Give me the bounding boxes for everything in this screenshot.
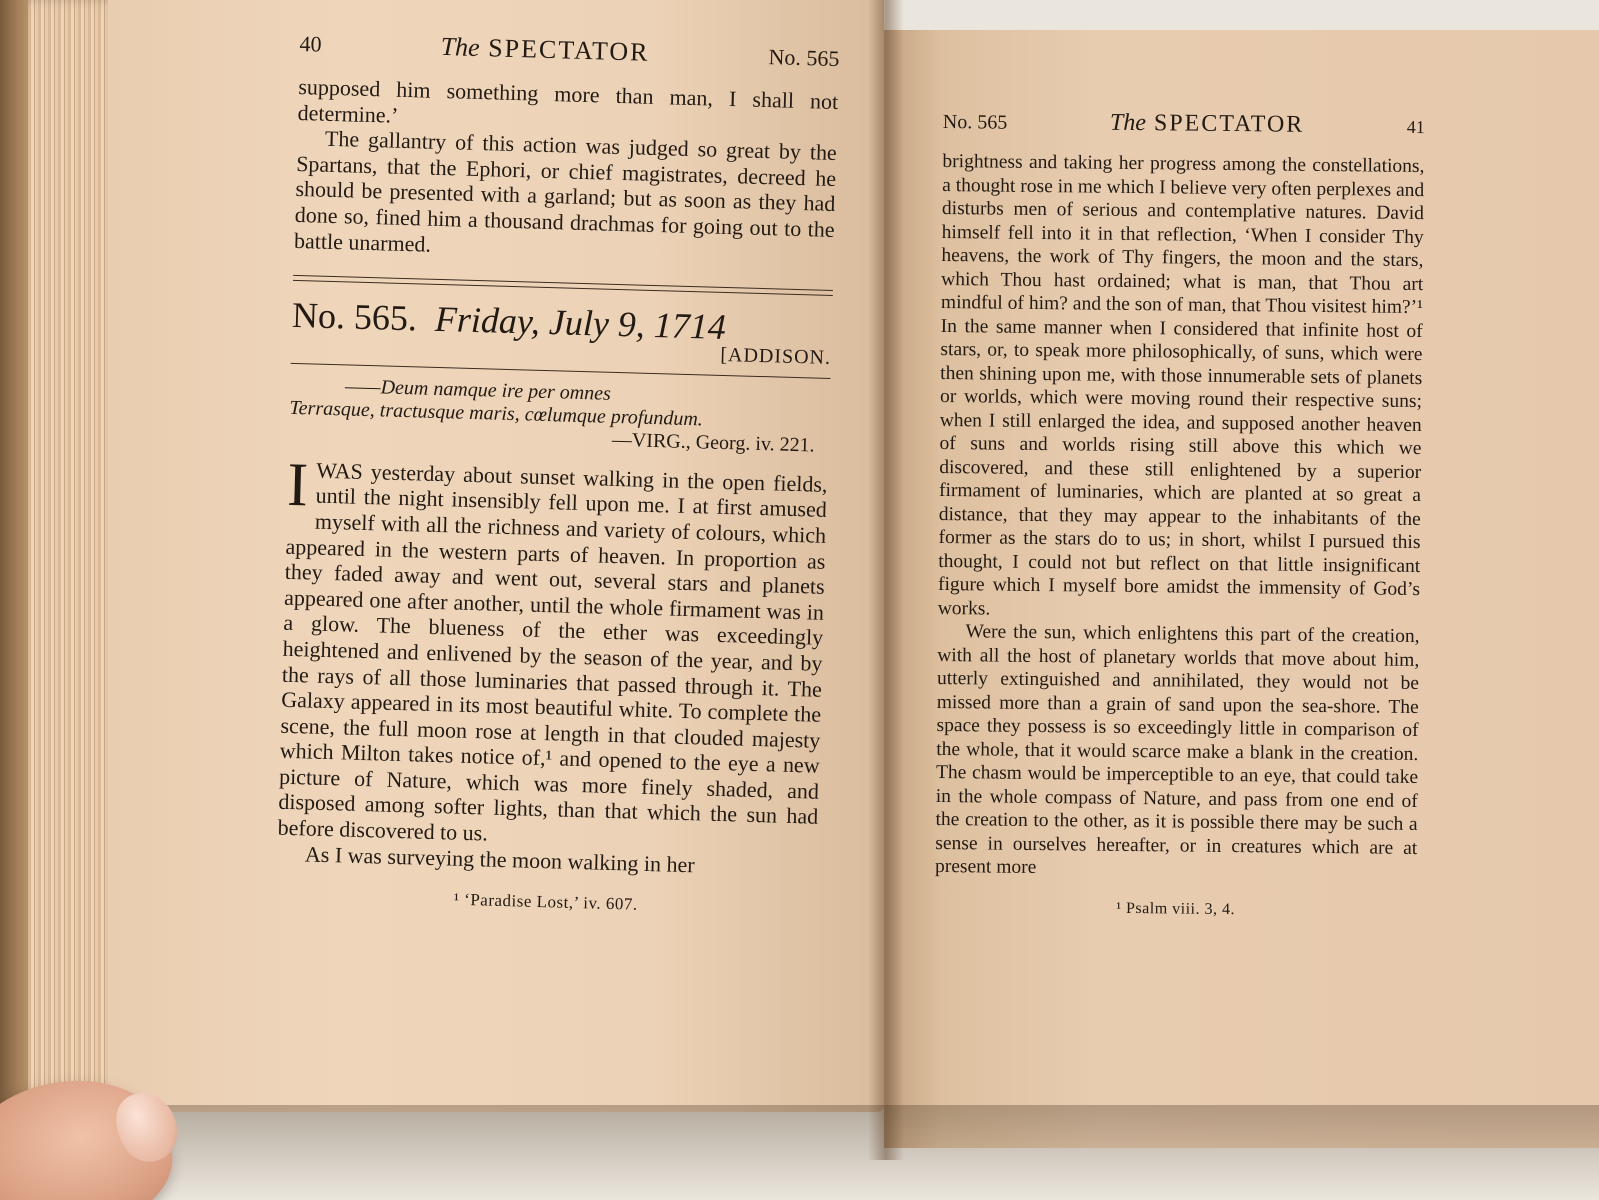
continuation-paragraph: supposed him something more than man, I shall not determine.’: [297, 73, 839, 128]
motto-citation: —VIRG., Georg. iv. 221.: [611, 428, 815, 457]
left-footnote: ¹ ‘Paradise Lost,’ iv. 607.: [453, 889, 638, 915]
right-paragraph-1: brightness and taking her progress among the constellations, a thought rose in me which I believe very often perplexes and disturbs men of serious and contemplative natures. David himself fell into it in that reflection, ‘When I consider Thy heavens, the work of Thy fingers, the moon and the stars, which Thou hast ordained; what is man, that Thou art mindful of him? and the son of man, that Thou visitest him?’¹ In the same manner when I considered that infinite host of stars, or, to speak more philosophically, of suns, which were then shining upon me, with those innumerable sets of planets or worlds, which were moving round their respective suns; when I still enlarged the idea, and supposed another heaven of suns and worlds rising still above this which we discovered, and these still enlightened by a superior firmament of luminaries, which are planted at so great a distance, that they may appear to the inhabitants of the former as the stars do to us; in short, whilst I pursued this thought, I could not but reflect on that little insignificant figure which I myself bore amidst the immensity of God’s works.: [937, 150, 1425, 620]
drop-cap: I: [286, 450, 309, 520]
left-page-number: 40: [299, 30, 322, 57]
right-footnote: ¹ Psalm viii. 3, 4.: [1116, 899, 1236, 918]
essay-second-paragraph: As I was surveying the moon walking in her: [304, 841, 696, 877]
right-issue-ref: No. 565: [942, 110, 1008, 134]
issue-number: No. 565.: [291, 295, 418, 339]
right-page-text: [935, 110, 1425, 923]
page-block-edges: [28, 0, 118, 1110]
right-running-header: [943, 110, 1425, 155]
motto-line-1: ——Deum namque ire per omnes: [344, 375, 612, 405]
page-shadow: [90, 1105, 1599, 1200]
issue-date: Friday, July 9, 1714: [434, 299, 727, 348]
section-divider: [293, 275, 833, 296]
right-running-title: The SPECTATOR: [1109, 109, 1305, 138]
issue-author: [ADDISON.: [720, 344, 832, 370]
book-gutter: [868, 0, 904, 1160]
left-issue-ref: No. 565: [768, 44, 840, 72]
right-page-number: 41: [1406, 116, 1425, 138]
gallantry-paragraph: The gallantry of this action was judged so great by the Spartans, that the Ephori, or chief magistrates, decreed he should be presented with a garland; but as soon as they had done so, fined him a thousand drachmas for going out to the battle unarmed.: [293, 125, 838, 257]
essay-opening-paragraph: IWAS yesterday about sunset walking in the open fields, until the night insensibly fell upon me. I at first amused myself with all the richness and variety of colours, which appeared in the western parts of heaven. In proportion as they faded away and went out, several stars and planets appeared one after another, until the whole firmament was in a glow. The blueness of the ether was exceedingly heightened and enlivened by the season of the year, and by the rays of all those luminaries that passed through it. The Galaxy appeared in its most beautiful white. To complete the scene, the full moon rose at length in that clouded majesty which Milton takes notice of,¹ and opened to the eye a new picture of Nature, which was more finely shaded, and disposed among softer lights, than that which the sun had before discovered to us.: [277, 450, 828, 846]
motto-line-2: Terrasque, tractusque maris, cœlumque profundum.: [289, 396, 704, 431]
left-running-title: The SPECTATOR: [440, 31, 650, 67]
left-page-text: [275, 30, 839, 923]
right-paragraph-2: Were the sun, which enlightens this part of the creation, with all the host of planetary worlds that move about him, utterly extinguished and annihilated, they would not be missed more than a grain of sand upon the sea-shore. The space they possess is so exceedingly little in comparison of the whole, that it would scarce make a blank in the creation. The chasm would be imperceptible to an eye, that could take in the whole compass of Nature, and pass from one end of the creation to the other, as it is possible there may be such a sense in ourselves hereafter, or in creatures which are at present more: [934, 621, 1420, 879]
